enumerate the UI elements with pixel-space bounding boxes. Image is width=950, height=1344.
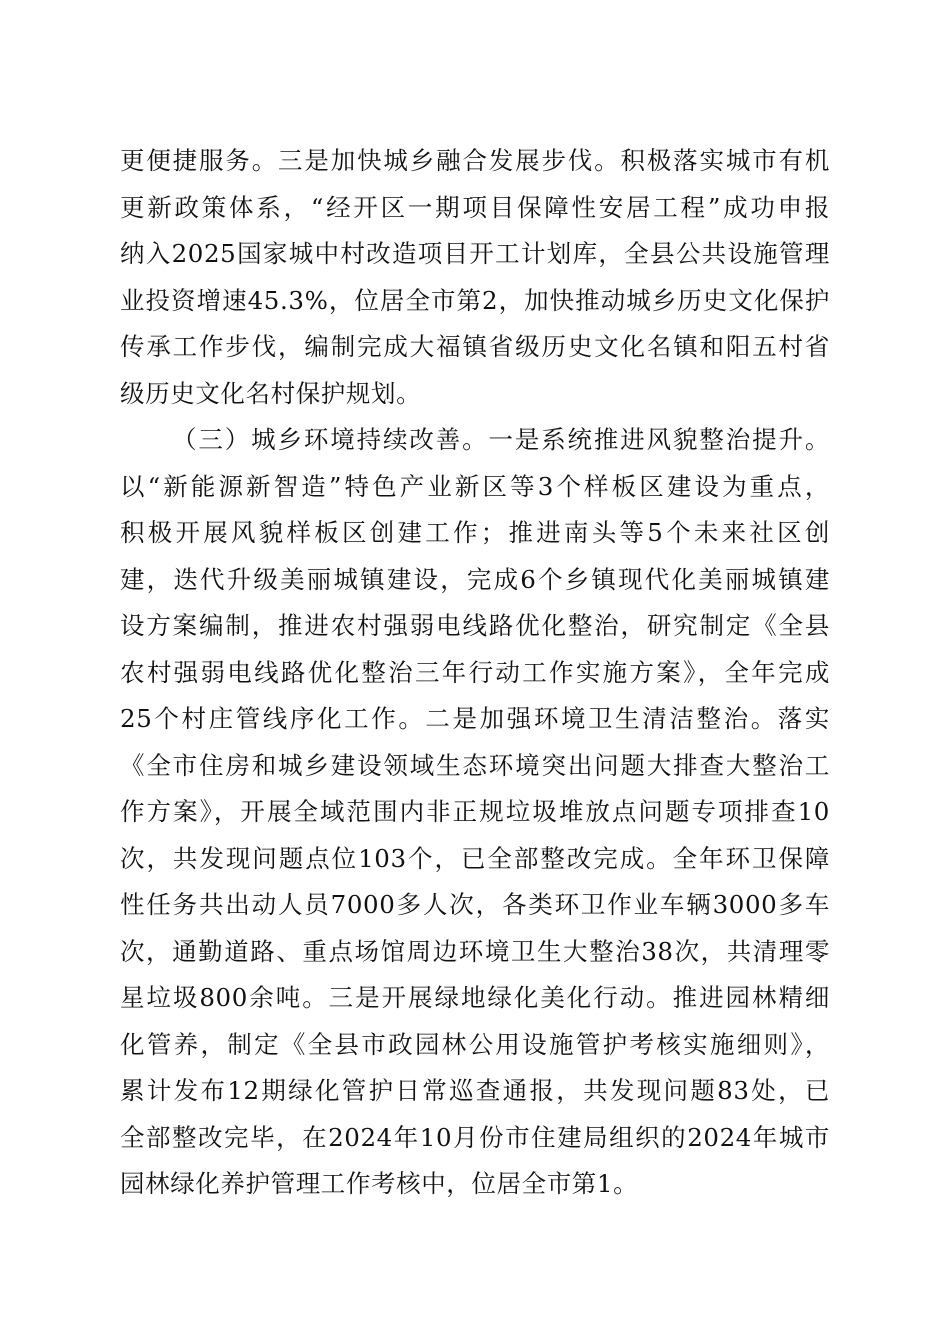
text-line: 星垃圾800余吨。三是开展绿地绿化美化行动。推进园林精细 bbox=[120, 983, 830, 1012]
text-line: 作方案》，开展全域范围内非正规垃圾堆放点问题专项排查10 bbox=[120, 797, 830, 826]
text-line: 次，共发现问题点位103个，已全部整改完成。全年环卫保障 bbox=[120, 843, 830, 873]
text-line: 设方案编制，推进农村强弱电线路优化整治，研究制定《全县 bbox=[120, 611, 830, 640]
section-heading-line: （三）城乡环境持续改善。一是系统推进风貌整治提升。 bbox=[172, 425, 830, 454]
text-line: 25个村庄管线序化工作。二是加强环境卫生清洁整治。落实 bbox=[120, 704, 830, 733]
text-line: 业投资增速45.3%，位居全市第2，加快推动城乡历史文化保护 bbox=[120, 285, 830, 315]
text-line: 园林绿化养护管理工作考核中，位居全市第1。 bbox=[120, 1169, 639, 1198]
text-line: 建，迭代升级美丽城镇建设，完成6个乡镇现代化美丽城镇建 bbox=[120, 564, 830, 594]
text-line: 传承工作步伐，编制完成大福镇省级历史文化名镇和阳五村省 bbox=[120, 332, 830, 361]
text-line: 纳入2025国家城中村改造项目开工计划库，全县公共设施管理 bbox=[120, 239, 830, 268]
text-line: 级历史文化名村保护规划。 bbox=[120, 378, 422, 408]
text-line: 《全市住房和城乡建设领域生态环境突出问题大排查大整治工 bbox=[120, 750, 830, 780]
text-line: 化管养，制定《全县市政园林公用设施管护考核实施细则》， bbox=[120, 1029, 830, 1059]
text-line: 累计发布12期绿化管护日常巡查通报，共发现问题83处，已 bbox=[120, 1076, 830, 1105]
text-line: 更便捷服务。三是加快城乡融合发展步伐。积极落实城市有机 bbox=[120, 146, 830, 175]
text-line: 以“新能源新智造”特色产业新区等3个样板区建设为重点， bbox=[120, 471, 830, 501]
text-line: 全部整改完毕，在2024年10月份市住建局组织的2024年城市 bbox=[120, 1122, 830, 1152]
text-line: 更新政策体系，“经开区一期项目保障性安居工程”成功申报 bbox=[120, 192, 830, 222]
text-line: 性任务共出动人员7000多人次，各类环卫作业车辆3000多车 bbox=[120, 890, 830, 919]
body-text bbox=[120, 138, 830, 1208]
text-line: 农村强弱电线路优化整治三年行动工作实施方案》，全年完成 bbox=[120, 657, 830, 687]
text-line: 次，通勤道路、重点场馆周边环境卫生大整治38次，共清理零 bbox=[120, 936, 830, 966]
text-line: 积极开展风貌样板区创建工作；推进南头等5个未来社区创 bbox=[120, 518, 830, 547]
